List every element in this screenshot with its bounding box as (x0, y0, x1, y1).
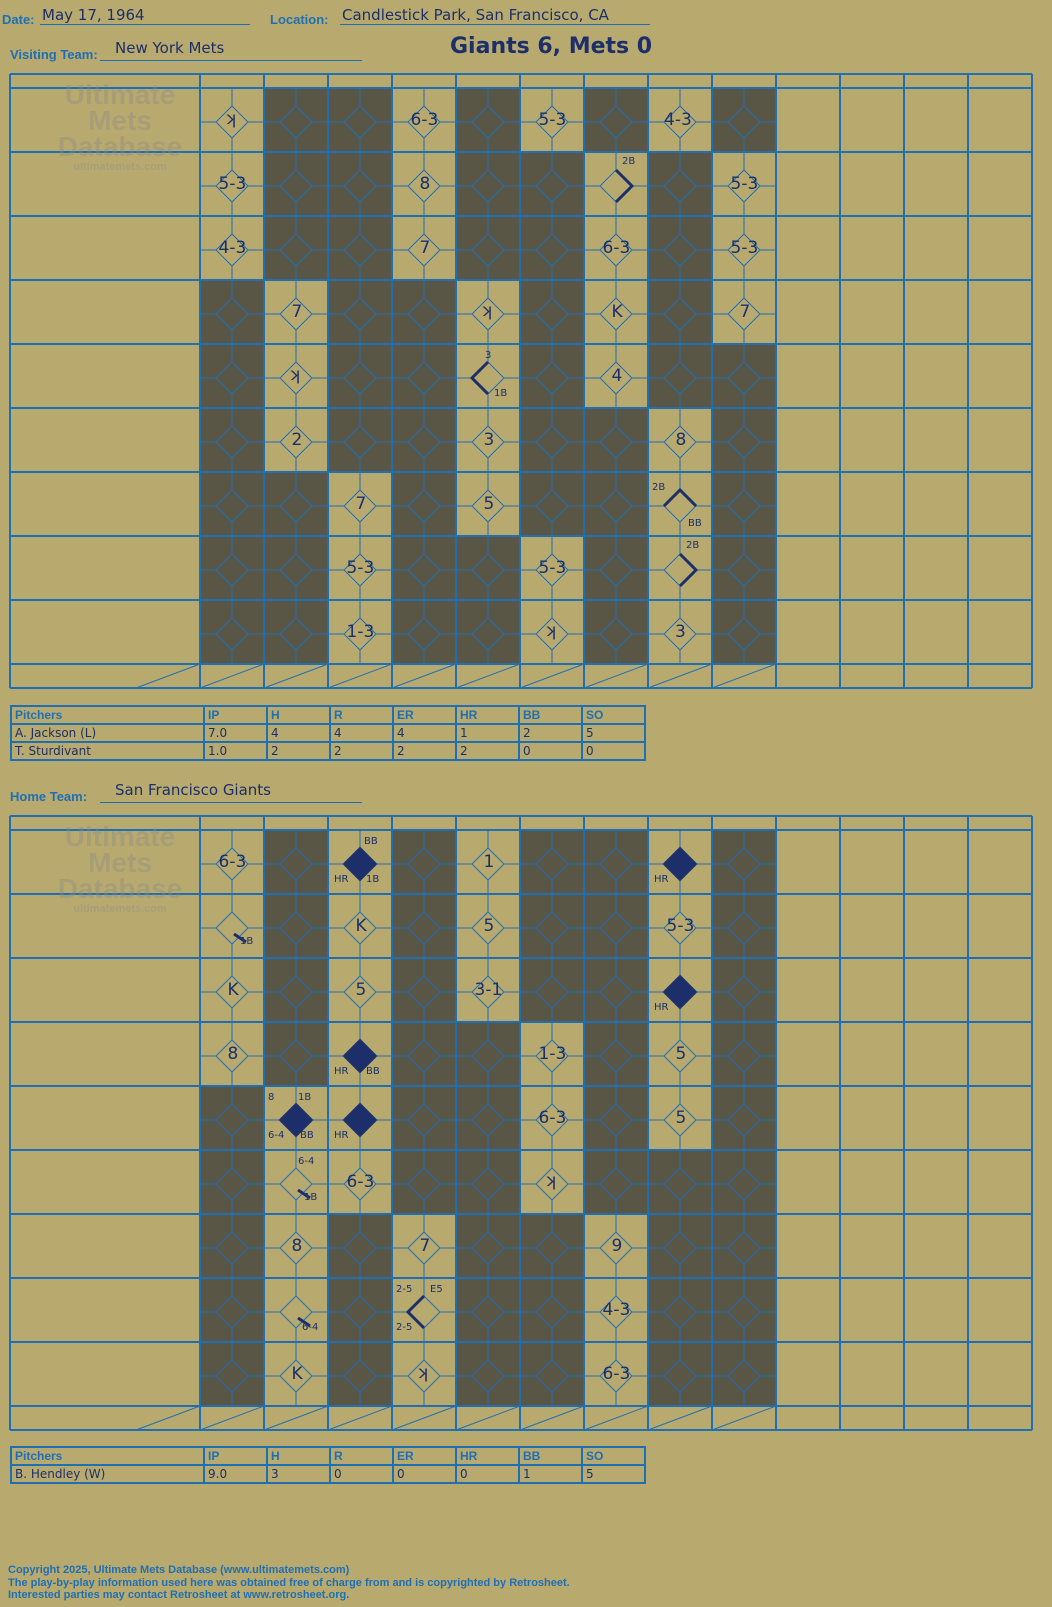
play-result: 1 (483, 852, 495, 872)
hit-label: 1B (366, 874, 380, 885)
home-run-label: HR (334, 1066, 349, 1077)
play-result: 5-3 (218, 174, 247, 194)
hit-label: 2B (622, 156, 636, 167)
retrosheet-contact-line: Interested parties may contact Retrosheet at www.retrosheet.org. (8, 1589, 350, 1601)
play-note: 6-4 (302, 1322, 319, 1333)
copyright-line: Copyright 2025, Ultimate Mets Database (www.ultimatemets.com) (8, 1564, 350, 1576)
play-result: 4 (611, 366, 623, 386)
visiting-team-label: Visiting Team: (10, 47, 98, 62)
pitcher-name: B. Hendley (W) (11, 1465, 204, 1483)
play-result: 7 (419, 1236, 431, 1256)
home-pitchers-table (10, 1446, 646, 1484)
play-result: 5-3 (730, 238, 759, 258)
play-result: 3-1 (474, 980, 503, 1000)
h-header: H (267, 1447, 330, 1465)
watermark-url: ultimatemets.com (73, 161, 167, 173)
bb-header: BB (519, 1447, 582, 1465)
play-result: 6-3 (218, 852, 247, 872)
play-result: 2 (291, 430, 303, 450)
pitchers-header: Pitchers (11, 1447, 204, 1465)
pitcher-ip: 1.0 (204, 742, 267, 760)
play-result: K (227, 980, 239, 1000)
watermark-text: Ultimate (64, 821, 176, 852)
inning-total-divider (584, 1406, 648, 1430)
pitcher-name: A. Jackson (L) (11, 724, 204, 742)
play-result: 5 (675, 1108, 687, 1128)
walk-label: BB (364, 836, 378, 847)
play-result: 8 (227, 1044, 239, 1064)
hit-label: 2B (686, 540, 700, 551)
pitcher-name: T. Sturdivant (11, 742, 204, 760)
home-run-label: HR (334, 1130, 349, 1141)
strikeout-looking-mark: ʞ (481, 301, 493, 321)
pitcher-h: 4 (267, 724, 330, 742)
play-result: 4-3 (602, 1300, 631, 1320)
inning-total-divider (648, 1406, 712, 1430)
play-result: 6-3 (602, 238, 631, 258)
hit-label: 1B (240, 936, 254, 947)
play-result: 5-3 (538, 558, 567, 578)
walk-label: BB (688, 518, 702, 529)
so-header: SO (582, 706, 645, 724)
pitcher-bb: 1 (519, 1465, 582, 1483)
watermark-logo (50, 821, 190, 916)
bb-header: BB (519, 706, 582, 724)
play-result: 7 (355, 494, 367, 514)
pitcher-r: 2 (330, 742, 393, 760)
inning-total-divider (392, 1406, 456, 1430)
home-run-label: HR (654, 874, 669, 885)
play-result: 6-3 (410, 110, 439, 130)
play-result: 5-3 (666, 916, 695, 936)
play-note: 2-5 (396, 1284, 413, 1295)
run-scored-play: 3 (675, 622, 686, 642)
strikeout-looking-mark: ʞ (417, 1363, 429, 1383)
home-run-label: HR (334, 874, 349, 885)
score-title: Giants 6, Mets 0 (450, 34, 653, 59)
pitchers-header: Pitchers (11, 706, 204, 724)
location-label: Location: (270, 12, 329, 27)
play-result: 5-3 (346, 558, 375, 578)
hit-label: 1B (304, 1192, 318, 1203)
inning-total-divider (456, 1406, 520, 1430)
pitcher-so: 0 (582, 742, 645, 760)
walk-label: BB (300, 1130, 314, 1141)
play-result: 6-3 (346, 1172, 375, 1192)
pitcher-h: 2 (267, 742, 330, 760)
totals-divider (136, 1406, 200, 1430)
play-note: 2-5 (396, 1322, 413, 1333)
pitcher-er: 2 (393, 742, 456, 760)
play-result: K (611, 302, 623, 322)
pitcher-so: 5 (582, 1465, 645, 1483)
date-value: May 17, 1964 (42, 6, 145, 24)
er-header: ER (393, 706, 456, 724)
play-result: 5 (483, 494, 495, 514)
play-result: 6-3 (538, 1108, 567, 1128)
play-result: 5 (483, 916, 495, 936)
play-result: 5 (355, 980, 367, 1000)
pitcher-ip: 7.0 (204, 724, 267, 742)
pitcher-hr: 2 (456, 742, 519, 760)
play-result: 7 (739, 302, 751, 322)
retrosheet-line: The play-by-play information used here was obtained free of charge from and is copyrighted by Retrosheet. (8, 1577, 570, 1589)
ip-header: IP (204, 1447, 267, 1465)
watermark-text: Database (57, 873, 183, 904)
play-note: 3 (485, 350, 492, 361)
watermark-url: ultimatemets.com (73, 903, 167, 915)
strikeout-looking-mark: ʞ (545, 621, 557, 641)
er-header: ER (393, 1447, 456, 1465)
hit-label: 1B (494, 388, 508, 399)
ip-header: IP (204, 706, 267, 724)
error-label: E5 (430, 1284, 443, 1295)
so-header: SO (582, 1447, 645, 1465)
play-result: 8 (419, 174, 431, 194)
hr-header: HR (456, 1447, 519, 1465)
hr-header: HR (456, 706, 519, 724)
play-result: 7 (419, 238, 431, 258)
play-result: 1-3 (346, 622, 375, 642)
r-header: R (330, 706, 393, 724)
pitcher-h: 3 (267, 1465, 330, 1483)
inning-total-divider (712, 1406, 776, 1430)
pitcher-er: 4 (393, 724, 456, 742)
play-result: 8 (291, 1236, 303, 1256)
pitcher-hr: 0 (456, 1465, 519, 1483)
watermark-text: Mets (88, 847, 152, 878)
date-label: Date: (2, 12, 35, 27)
play-result: 1-3 (538, 1044, 567, 1064)
hit-label: 1B (298, 1092, 312, 1103)
h-header: H (267, 706, 330, 724)
pitcher-r: 0 (330, 1465, 393, 1483)
inning-total-divider (328, 1406, 392, 1430)
watermark-text: Ultimate (64, 79, 176, 110)
play-result: 8 (675, 430, 687, 450)
play-result: 5-3 (538, 110, 567, 130)
pitcher-row (11, 1465, 645, 1483)
play-result: K (355, 916, 367, 936)
watermark-text: Mets (88, 105, 152, 136)
visiting-team-value: New York Mets (115, 39, 225, 57)
inning-total-divider (520, 1406, 584, 1430)
home-run-label: HR (654, 1002, 669, 1013)
inning-total-divider (200, 1406, 264, 1430)
pitcher-hr: 1 (456, 724, 519, 742)
pitcher-bb: 0 (519, 742, 582, 760)
home-team-value: San Francisco Giants (115, 781, 271, 799)
strikeout-looking-mark: ʞ (225, 109, 237, 129)
play-result: 3 (483, 430, 495, 450)
walk-label: BB (366, 1066, 380, 1077)
hit-label: 2B (652, 482, 666, 493)
play-result: 7 (291, 302, 303, 322)
pitcher-er: 0 (393, 1465, 456, 1483)
home-team-label: Home Team: (10, 789, 88, 804)
play-result: K (291, 1364, 303, 1384)
watermark-text: Database (57, 131, 183, 162)
play-note: 8 (268, 1092, 275, 1103)
play-result: 5-3 (730, 174, 759, 194)
play-result: 9 (611, 1236, 623, 1256)
inning-total-divider (264, 1406, 328, 1430)
strikeout-looking-mark: ʞ (545, 1171, 557, 1191)
strikeout-looking-mark: ʞ (289, 365, 301, 385)
location-value: Candlestick Park, San Francisco, CA (342, 6, 609, 24)
pitcher-ip: 9.0 (204, 1465, 267, 1483)
play-note: 6-4 (268, 1130, 285, 1141)
pitcher-so: 5 (582, 724, 645, 742)
pitcher-bb: 2 (519, 724, 582, 742)
play-note: 6-4 (298, 1156, 315, 1167)
play-result: 4-3 (218, 238, 247, 258)
r-header: R (330, 1447, 393, 1465)
run-scored-play: 4-3 (664, 110, 692, 130)
pitcher-r: 4 (330, 724, 393, 742)
play-result: 6-3 (602, 1364, 631, 1384)
play-result: 5 (675, 1044, 687, 1064)
